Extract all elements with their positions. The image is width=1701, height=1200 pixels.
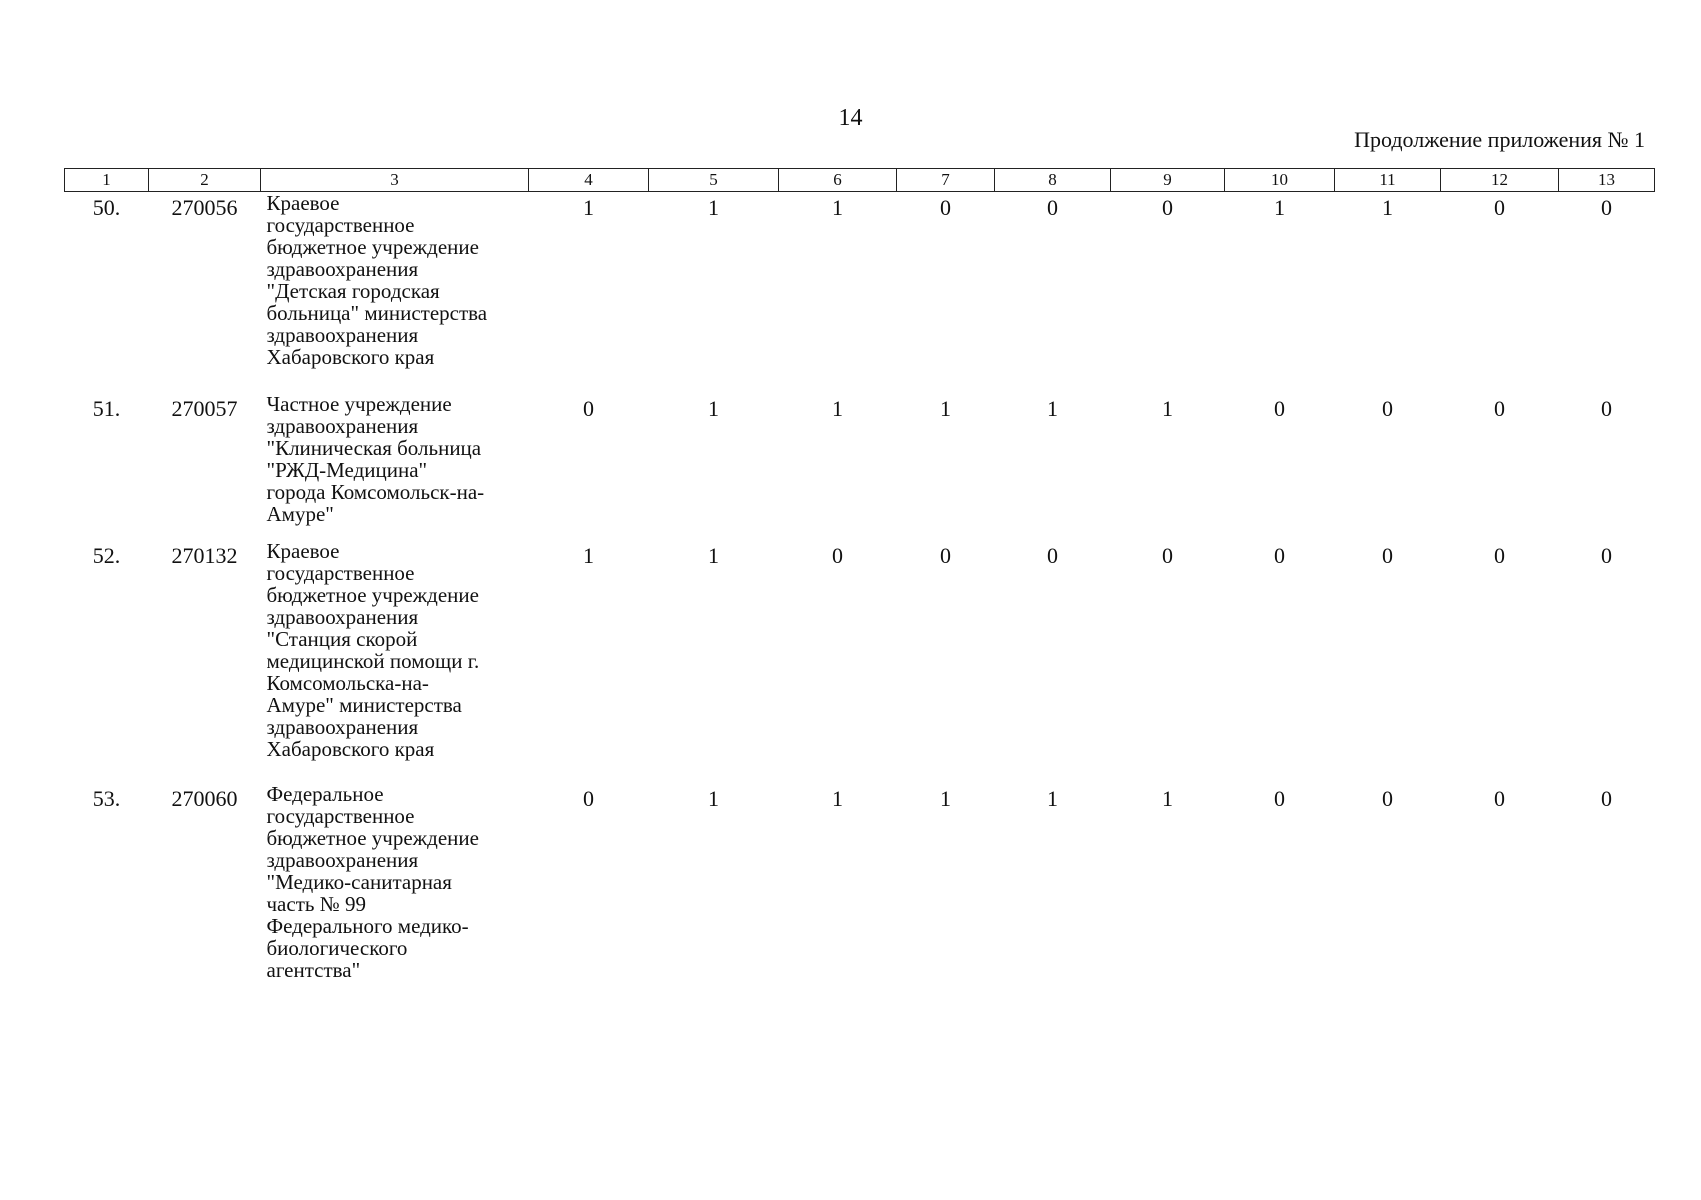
organization-name-line: больница" министерства [266, 301, 488, 325]
value-cell: 1 [708, 543, 719, 568]
organization-name-line: "Медико-санитарная [266, 870, 452, 894]
value-cell: 0 [583, 396, 594, 421]
column-number-row [65, 169, 1655, 192]
organization-name-line: бюджетное учреждение [266, 583, 479, 607]
value-cell: 0 [1382, 396, 1393, 421]
column-header: 8 [995, 169, 1111, 192]
organization-name-line: Федерального медико- [266, 914, 469, 938]
value-cell: 0 [1274, 543, 1285, 568]
organization-name [261, 192, 529, 394]
value-cell: 1 [1047, 396, 1058, 421]
value-cell: 0 [1601, 543, 1612, 568]
value-cell: 0 [1274, 786, 1285, 811]
value-cell: 1 [583, 543, 594, 568]
organization-name-line: медицинской помощи г. [266, 649, 480, 673]
organization-name-line: Хабаровского края [266, 737, 435, 761]
value-cell: 1 [708, 195, 719, 220]
table-row [65, 783, 1655, 998]
value-cell: 1 [583, 195, 594, 220]
value-cell: 1 [832, 396, 843, 421]
organization-name-line: Комсомольска-на- [266, 671, 429, 695]
registry-table [64, 168, 1655, 998]
organization-name-line: здравоохранения [266, 848, 419, 872]
organization-name [261, 393, 529, 540]
organization-name-line: города Комсомольск-на- [266, 480, 485, 504]
organization-name-line: здравоохранения [266, 715, 419, 739]
value-cell: 0 [940, 543, 951, 568]
value-cell: 1 [1274, 195, 1285, 220]
row-number: 50. [92, 195, 121, 220]
organization-name-line: биологического [266, 936, 408, 960]
table-header [65, 169, 1655, 192]
row-number: 53. [92, 786, 121, 811]
column-header: 1 [65, 169, 149, 192]
column-header: 13 [1559, 169, 1655, 192]
organization-name-line: бюджетное учреждение [266, 235, 479, 259]
value-cell: 0 [1047, 195, 1058, 220]
organization-name-line: "Станция скорой [266, 627, 418, 651]
organization-name-line: "РЖД-Медицина" [266, 458, 428, 482]
organization-name-line: Краевое [266, 539, 340, 563]
table-row [65, 540, 1655, 783]
table-body [65, 192, 1655, 999]
column-header: 11 [1335, 169, 1441, 192]
value-cell: 0 [1494, 543, 1505, 568]
organization-name-line: агентства" [266, 958, 361, 982]
organization-name-line: государственное [266, 804, 415, 828]
organization-code: 270060 [171, 786, 238, 811]
value-cell: 0 [583, 786, 594, 811]
column-header: 7 [897, 169, 995, 192]
organization-code: 270056 [171, 195, 238, 220]
table-row [65, 192, 1655, 394]
column-header: 5 [649, 169, 779, 192]
organization-name-line: часть № 99 [266, 892, 366, 916]
value-cell: 0 [1494, 195, 1505, 220]
value-cell: 0 [1601, 195, 1612, 220]
organization-name-line: "Клиническая больница [266, 436, 482, 460]
value-cell: 1 [708, 786, 719, 811]
value-cell: 0 [1162, 543, 1173, 568]
organization-name-line: Амуре" министерства [266, 693, 462, 717]
organization-name-line: Амуре" [266, 502, 334, 526]
value-cell: 1 [940, 786, 951, 811]
organization-name-line: Краевое [266, 191, 340, 215]
organization-name-line: здравоохранения [266, 257, 419, 281]
page-number: 14 [838, 105, 863, 131]
organization-name-line: государственное [266, 213, 415, 237]
column-header: 4 [529, 169, 649, 192]
value-cell: 0 [832, 543, 843, 568]
value-cell: 0 [1274, 396, 1285, 421]
organization-name-line: государственное [266, 561, 415, 585]
value-cell: 1 [1162, 786, 1173, 811]
organization-name-line: Федеральное [266, 782, 384, 806]
value-cell: 1 [708, 396, 719, 421]
column-header: 6 [779, 169, 897, 192]
value-cell: 1 [940, 396, 951, 421]
organization-name [261, 540, 529, 783]
value-cell: 1 [1162, 396, 1173, 421]
column-header: 3 [261, 169, 529, 192]
value-cell: 1 [832, 786, 843, 811]
organization-name [261, 783, 529, 998]
organization-name-line: здравоохранения [266, 323, 419, 347]
column-header: 10 [1225, 169, 1335, 192]
row-number: 51. [92, 396, 121, 421]
value-cell: 1 [1382, 195, 1393, 220]
value-cell: 1 [832, 195, 843, 220]
column-header: 9 [1111, 169, 1225, 192]
organization-name-line: здравоохранения [266, 414, 419, 438]
column-header: 2 [149, 169, 261, 192]
table-row [65, 393, 1655, 540]
value-cell: 0 [940, 195, 951, 220]
organization-name-line: Хабаровского края [266, 345, 435, 369]
organization-code: 270132 [171, 543, 238, 568]
value-cell: 0 [1382, 786, 1393, 811]
organization-code: 270057 [171, 396, 238, 421]
value-cell: 0 [1382, 543, 1393, 568]
column-header: 12 [1441, 169, 1559, 192]
organization-name-line: бюджетное учреждение [266, 826, 479, 850]
value-cell: 0 [1601, 786, 1612, 811]
appendix-continuation-title: Продолжение приложения № 1 [1354, 127, 1645, 152]
value-cell: 0 [1494, 396, 1505, 421]
value-cell: 0 [1162, 195, 1173, 220]
value-cell: 1 [1047, 786, 1058, 811]
organization-name-line: здравоохранения [266, 605, 419, 629]
organization-name-line: Частное учреждение [266, 392, 452, 416]
value-cell: 0 [1601, 396, 1612, 421]
row-number: 52. [92, 543, 121, 568]
value-cell: 0 [1047, 543, 1058, 568]
value-cell: 0 [1494, 786, 1505, 811]
organization-name-line: "Детская городская [266, 279, 440, 303]
